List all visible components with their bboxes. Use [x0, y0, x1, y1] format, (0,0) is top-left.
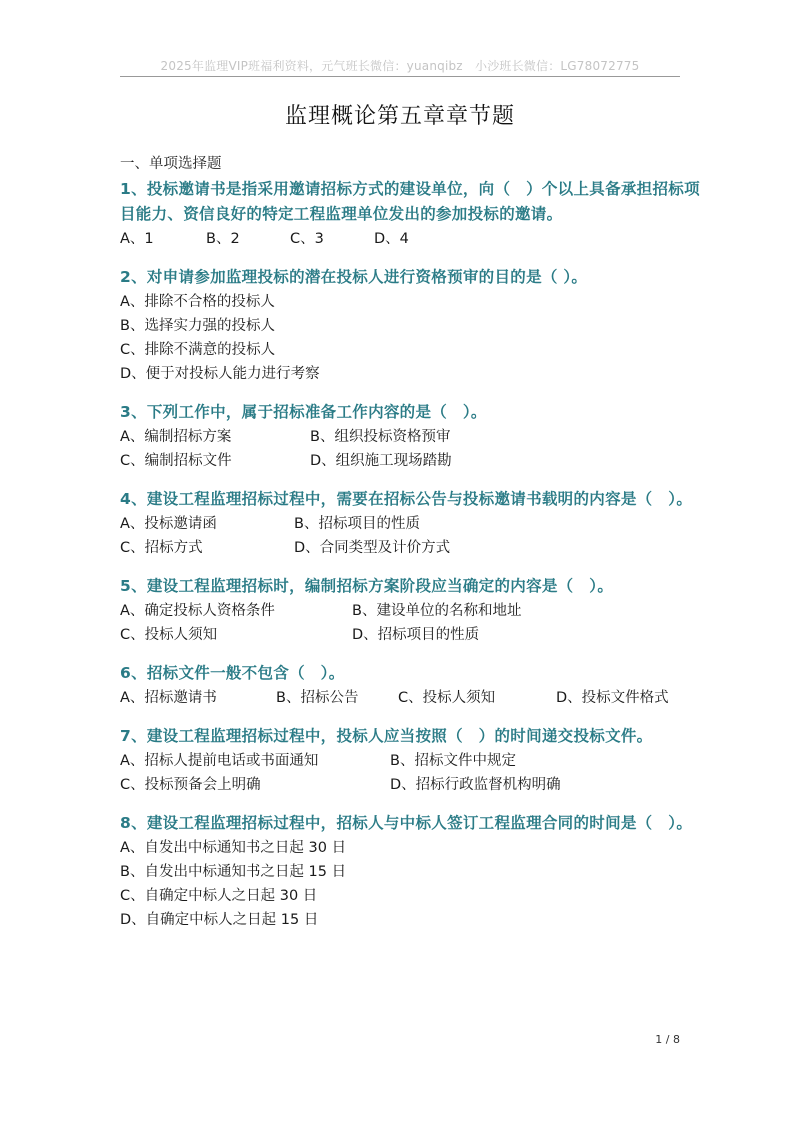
question-1 — [120, 177, 700, 251]
option-a: A、投标邀请函 — [120, 516, 217, 532]
option-d: D、招标行政监督机构明确 — [390, 777, 561, 793]
question-stem: 1、投标邀请书是指采用邀请招标方式的建设单位，向（ ）个以上具备承担招标项目能力、资信良好的特定工程监理单位发出的参加投标的邀请。 — [120, 180, 700, 223]
option-a: A、1 — [120, 231, 154, 247]
option-row — [120, 512, 700, 536]
option-a: A、确定投标人资格条件 — [120, 603, 275, 619]
question-stem: 2、对申请参加监理投标的潜在投标人进行资格预审的目的是（ ）。 — [120, 268, 588, 286]
option-d: D、招标项目的性质 — [352, 627, 480, 643]
option-d: D、便于对投标人能力进行考察 — [120, 366, 320, 382]
question-stem: 8、建设工程监理招标过程中，招标人与中标人签订工程监理合同的时间是（ ）。 — [120, 814, 693, 832]
option-d: D、投标文件格式 — [556, 690, 669, 706]
option-c: C、排除不满意的投标人 — [120, 342, 276, 358]
question-stem: 7、建设工程监理招标过程中，投标人应当按照（ ）的时间递交投标文件。 — [120, 727, 653, 745]
option-row — [120, 623, 700, 647]
page-number: 1 / 8 — [655, 1033, 680, 1046]
question-2 — [120, 265, 700, 386]
option-row — [120, 884, 700, 908]
option-row — [120, 860, 700, 884]
question-3 — [120, 400, 700, 473]
question-stem: 3、下列工作中，属于招标准备工作内容的是（ ）。 — [120, 403, 487, 421]
option-row — [120, 773, 700, 797]
question-8 — [120, 811, 700, 932]
option-d: D、组织施工现场踏勘 — [310, 453, 452, 469]
header-divider — [120, 76, 680, 77]
option-b: B、招标公告 — [276, 690, 359, 706]
document-body — [120, 153, 700, 932]
option-c: C、投标人须知 — [120, 627, 218, 643]
question-4 — [120, 487, 700, 560]
option-b: B、自发出中标通知书之日起 15 日 — [120, 864, 347, 880]
option-b: B、组织投标资格预审 — [310, 429, 451, 445]
option-c: C、自确定中标人之日起 30 日 — [120, 888, 318, 904]
option-d: D、4 — [374, 231, 409, 247]
option-b: B、选择实力强的投标人 — [120, 318, 275, 334]
question-stem: 6、招标文件一般不包含（ ）。 — [120, 664, 345, 682]
option-b: B、2 — [206, 231, 240, 247]
option-row — [120, 290, 700, 314]
option-row — [120, 749, 700, 773]
option-a: A、编制招标方案 — [120, 429, 232, 445]
option-b: B、招标文件中规定 — [390, 753, 516, 769]
option-d: D、自确定中标人之日起 15 日 — [120, 912, 319, 928]
option-c: C、招标方式 — [120, 540, 203, 556]
option-row — [120, 536, 700, 560]
option-row — [120, 338, 700, 362]
option-row — [120, 362, 700, 386]
option-c: C、3 — [290, 231, 324, 247]
option-row — [120, 425, 700, 449]
option-a: A、自发出中标通知书之日起 30 日 — [120, 840, 347, 856]
option-a: A、招标人提前电话或书面通知 — [120, 753, 319, 769]
option-row — [120, 449, 700, 473]
question-7 — [120, 724, 700, 797]
option-b: B、建设单位的名称和地址 — [352, 603, 522, 619]
option-c: C、投标预备会上明确 — [120, 777, 261, 793]
option-row — [120, 908, 700, 932]
section-heading: 一、单项选择题 — [120, 156, 222, 172]
question-stem: 4、建设工程监理招标过程中，需要在招标公告与投标邀请书载明的内容是（ ）。 — [120, 490, 693, 508]
option-row — [120, 599, 700, 623]
question-5 — [120, 574, 700, 647]
question-6 — [120, 661, 700, 710]
option-row — [120, 227, 700, 251]
option-row — [120, 686, 700, 710]
page-header-text: 2025年监理VIP班福利资料，元气班长微信：yuanqibz 小沙班长微信：LG78072775 — [160, 59, 640, 73]
option-a: A、招标邀请书 — [120, 690, 217, 706]
option-row — [120, 314, 700, 338]
option-d: D、合同类型及计价方式 — [294, 540, 451, 556]
option-row — [120, 836, 700, 860]
option-b: B、招标项目的性质 — [294, 516, 420, 532]
question-stem: 5、建设工程监理招标时，编制招标方案阶段应当确定的内容是（ ）。 — [120, 577, 614, 595]
option-a: A、排除不合格的投标人 — [120, 294, 275, 310]
document-title: 监理概论第五章章节题 — [284, 104, 515, 129]
option-c: C、编制招标文件 — [120, 453, 232, 469]
option-c: C、投标人须知 — [398, 690, 496, 706]
